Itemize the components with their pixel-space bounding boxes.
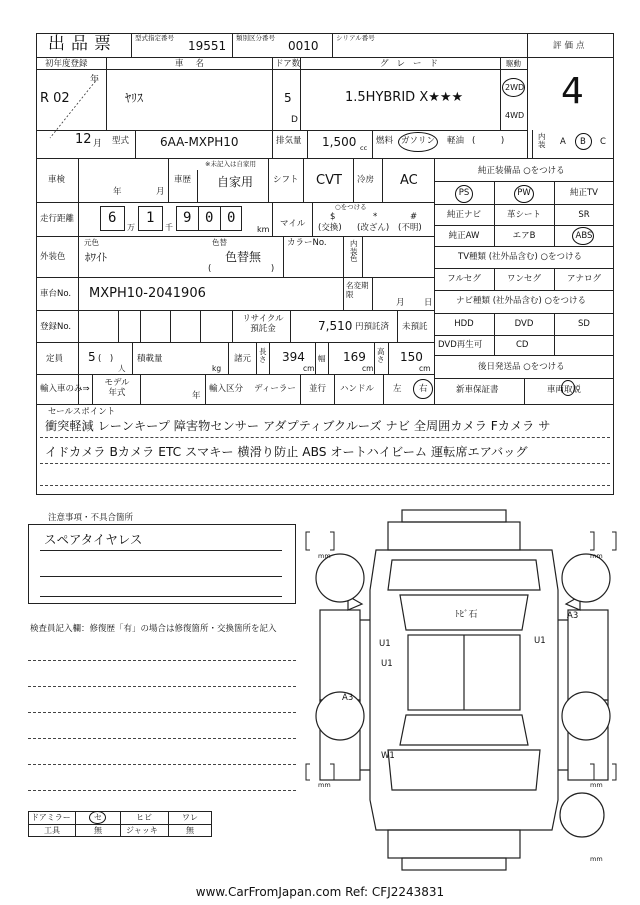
equip-row1-1: PW xyxy=(517,188,531,198)
type-label: 型式 xyxy=(112,136,130,146)
displacement-label: 排気量 xyxy=(276,136,302,146)
chassis-value: MXPH10-2041906 xyxy=(89,286,206,301)
name-change-label: 名変期限 xyxy=(346,281,369,299)
class-no-label: 類別区分番号 xyxy=(236,34,275,42)
diagram-label-u1-b: U1 xyxy=(534,636,546,646)
mileage-star: * xyxy=(373,212,378,222)
orig-color-label: 元色 xyxy=(84,238,99,247)
first-reg-label: 初年度登録 xyxy=(45,59,88,69)
footer-ref: www.CarFromJapan.com Ref: CFJ2243831 xyxy=(195,885,445,899)
history-label: 車歴 xyxy=(174,175,192,185)
abs-circle xyxy=(572,227,594,245)
import-parallel: 並行 xyxy=(309,384,327,394)
mileage-exchanged: (交換) xyxy=(318,223,342,233)
equip-row3-2: ABS xyxy=(575,231,593,241)
change-color-value: 色替無 xyxy=(225,250,262,264)
diagram-label-u1-c: U1 xyxy=(381,659,393,669)
mileage-label: 走行距離 xyxy=(40,214,75,224)
mileage-km: km xyxy=(257,225,270,234)
navi-option-2: SD xyxy=(578,319,590,329)
car-name: ﾔﾘｽ xyxy=(125,91,144,105)
type-value: 6AA-MXPH10 xyxy=(160,135,239,149)
handle-left: 左 xyxy=(393,384,402,394)
scratch-label: ヒビ xyxy=(136,813,152,822)
change-color-paren: ( ) xyxy=(208,264,275,274)
notes-label: 注意事項・不具合箇所 xyxy=(48,513,134,523)
diagram-label-w1: W1 xyxy=(381,751,395,761)
drive-4wd: 4WD xyxy=(505,111,525,120)
tool-label: 工具 xyxy=(44,826,60,835)
tv-option-1: ワンセグ xyxy=(506,274,541,284)
displacement-value: 1,500 xyxy=(322,135,357,149)
navi-option-0: HDD xyxy=(454,319,474,329)
score-label: 評価点 xyxy=(553,41,588,51)
model-no: 19551 xyxy=(188,39,227,53)
chassis-label: 車台No. xyxy=(40,289,72,299)
drive-2wd-circle xyxy=(502,78,525,97)
capacity-label: 定員 xyxy=(46,354,64,364)
diagram-label-u1-a: U1 xyxy=(379,639,391,649)
mm-1: mm xyxy=(318,552,331,560)
equip-row2-0: 純正ナビ xyxy=(446,210,481,220)
post-manual: 車両取説 xyxy=(547,385,582,395)
grade-value: 1.5HYBRID X★★★ xyxy=(345,90,464,105)
car-name-label: 車名 xyxy=(175,59,217,69)
mm-3: mm xyxy=(318,781,331,789)
load-label: 積載量 xyxy=(137,354,163,364)
diagram-label-a3-b: A3 xyxy=(342,693,354,703)
diagram-label-a3-a: A3 xyxy=(567,611,579,621)
handle-right-circle xyxy=(413,379,433,399)
equip-row3-1: エアB xyxy=(512,231,536,241)
ac-value: AC xyxy=(400,173,418,188)
equipment-title: 純正装備品 ○をつける xyxy=(478,166,565,176)
reg-label: 登録No. xyxy=(40,322,72,332)
mm-4: mm xyxy=(590,781,603,789)
model-no-label: 型式指定番号 xyxy=(135,34,174,42)
capacity-unit: 人 xyxy=(118,364,126,373)
navi-option-1: DVD xyxy=(514,319,534,329)
first-reg-month: 12 xyxy=(75,132,92,147)
width-unit: cm xyxy=(362,364,374,373)
shaken-year: 年 xyxy=(113,187,122,197)
interior-b-circle xyxy=(575,133,592,150)
interior-b: B xyxy=(580,137,586,147)
height-value: 150 xyxy=(400,350,423,364)
handle-label: ハンドル xyxy=(340,384,375,394)
mileage-digit-4: 0 xyxy=(205,210,214,226)
drive-2wd: 2WD xyxy=(505,83,525,92)
dvd-label: DVD再生可 xyxy=(438,340,483,350)
displacement-unit: cc xyxy=(360,144,368,152)
mirror-label: ドアミラー xyxy=(31,813,71,822)
interior-label: 内装 xyxy=(538,132,546,149)
recycle-value: 7,510 xyxy=(318,319,353,333)
drive-label: 駆動 xyxy=(506,59,521,68)
mileage-dollar: $ xyxy=(330,212,336,222)
tv-option-2: アナログ xyxy=(566,274,601,284)
doors-label: ドア数 xyxy=(275,59,301,69)
import-year: 年 xyxy=(192,391,201,401)
fuel-label: 燃料 xyxy=(376,136,394,146)
mm-2: mm xyxy=(590,552,603,560)
dvd-cd: CD xyxy=(516,340,529,350)
mileage-mile: マイル xyxy=(280,219,306,229)
serial-label: シリアル番号 xyxy=(336,34,375,42)
tv-option-0: フルセグ xyxy=(447,274,481,284)
shift-value: CVT xyxy=(316,173,342,188)
mileage-unknown: (不明) xyxy=(398,223,422,233)
width-label: 幅 xyxy=(318,354,326,363)
mileage-hash: # xyxy=(410,212,418,222)
shaken-label: 車検 xyxy=(48,175,66,185)
mileage-digit-2: 1 xyxy=(146,210,155,226)
shift-label: シフト xyxy=(273,175,299,185)
chassis-day: 日 xyxy=(424,298,433,308)
recycle-label: リサイクル預託金 xyxy=(242,314,284,335)
fuel-diesel: 軽油 xyxy=(447,136,465,146)
dims-label: 諸元 xyxy=(234,354,252,364)
pw-circle xyxy=(514,185,534,203)
height-label: 高さ xyxy=(377,347,385,364)
interior-c: C xyxy=(600,137,606,147)
jack-label: ジャッキ xyxy=(126,826,158,835)
mileage-digit-5: 0 xyxy=(227,210,236,226)
sales-line-1: 衝突軽減 レーンキープ 障害物センサー アダプティブクルーズ ナビ 全周囲カメラ Fカメラ サ xyxy=(45,419,551,433)
recycle-unpaid: 未預託 xyxy=(402,322,428,332)
manual-circle xyxy=(561,380,575,396)
inspector-label: 検査員記入欄：修復歴「有」の場合は修復箇所・交換箇所を記入 xyxy=(30,624,277,634)
notes-line-1: スペアタイヤレス xyxy=(44,532,143,547)
equip-row1-0: PS xyxy=(458,188,470,198)
mileage-man: 万 xyxy=(127,223,135,232)
private-note: ※未記入は自家用 xyxy=(205,160,256,168)
equip-row2-2: SR xyxy=(578,210,590,220)
door-type: D xyxy=(291,115,298,125)
first-reg-year-unit: 年 xyxy=(90,75,100,85)
recycle-unit: 円預託済 xyxy=(355,322,390,332)
navi-title: ナビ種類 (社外品含む) ○をつける xyxy=(456,296,586,306)
mileage-altered: (改ざん) xyxy=(357,223,390,233)
length-value: 394 xyxy=(282,350,305,364)
class-no: 0010 xyxy=(288,39,319,53)
load-unit: kg xyxy=(212,364,222,373)
import-class-label: 輸入区分 xyxy=(209,384,244,394)
orig-color-value: ﾎﾜｲﾄ xyxy=(85,251,107,264)
height-unit: cm xyxy=(419,364,431,373)
interior-color-label: 内装色 xyxy=(350,239,358,263)
history-value: 自家用 xyxy=(217,175,254,189)
ac-label: 冷房 xyxy=(357,175,375,185)
fuel-gasoline: ガソリン xyxy=(401,136,436,146)
tv-title: TV種類 (社外品含む) ○をつける xyxy=(458,252,582,262)
mileage-digit-3: 9 xyxy=(183,210,192,226)
first-reg-era: R 02 xyxy=(40,91,70,106)
post-title: 後日発送品 ○をつける xyxy=(478,362,565,372)
doors-value: 5 xyxy=(284,91,292,105)
sales-label: セールスポイント xyxy=(48,407,116,417)
sales-line-2: イドカメラ Bカメラ ETC スマキー 横滑り防止 ABS オートハイビーム 運転席エアバッグ xyxy=(45,445,528,459)
mm-5: mm xyxy=(590,855,603,863)
import-label: 輸入車のみ⇒ xyxy=(40,384,90,394)
jack-value: 無 xyxy=(186,826,194,835)
model-year-label: モデル年式 xyxy=(104,378,130,399)
interior-a: A xyxy=(560,137,566,147)
mileage-digit-1: 6 xyxy=(108,210,117,226)
equip-row3-0: 純正AW xyxy=(448,231,480,241)
post-warranty: 新車保証書 xyxy=(456,385,499,395)
crack-label: ワレ xyxy=(182,813,198,822)
mirror-circle xyxy=(89,811,106,824)
grade-label: グレード xyxy=(380,59,447,69)
ps-circle xyxy=(455,185,473,203)
change-color-label: 色替 xyxy=(212,238,227,247)
handle-right: 右 xyxy=(419,384,428,394)
mirror-value: セ xyxy=(94,813,102,822)
color-no-label: カラーNo. xyxy=(287,238,327,248)
color-label: 外装色 xyxy=(40,252,66,262)
equip-row1-2: 純正TV xyxy=(569,188,598,198)
capacity-value: 5 xyxy=(88,350,96,364)
fuel-paren: ( ) xyxy=(472,136,505,146)
mileage-circle-note: ○をつける xyxy=(335,203,367,211)
equip-row2-1: 革シート xyxy=(506,210,541,220)
capacity-paren: ( ) xyxy=(98,354,114,364)
chassis-month: 月 xyxy=(396,298,405,308)
tool-value: 無 xyxy=(94,826,102,835)
score-value: 4 xyxy=(561,71,584,112)
fuel-circle xyxy=(398,132,438,152)
length-unit: cm xyxy=(303,364,315,373)
diagram-label-tobiishi: ﾄﾋﾞ石 xyxy=(455,610,478,620)
import-dealer: ディーラー xyxy=(254,384,296,394)
length-label: 長さ xyxy=(259,347,267,364)
sheet-title: 出品票 xyxy=(48,34,117,54)
shaken-month: 月 xyxy=(156,187,165,197)
car-diagram xyxy=(300,500,630,880)
first-reg-month-unit: 月 xyxy=(93,139,103,149)
mileage-sen: 千 xyxy=(165,223,173,232)
width-value: 169 xyxy=(343,350,366,364)
